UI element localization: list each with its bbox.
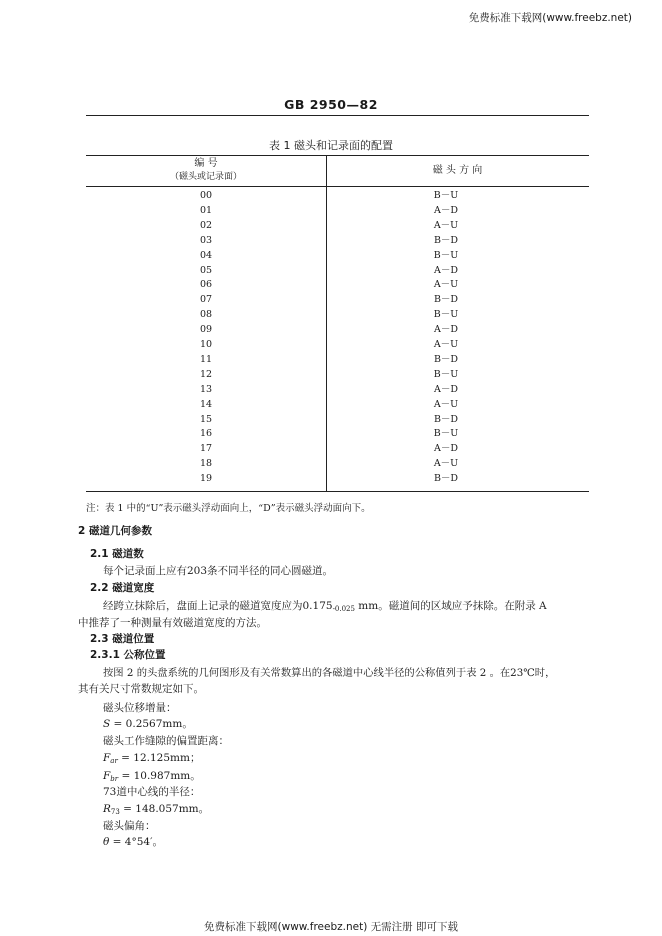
table-cell-id: 00 [199,190,213,201]
table-cell-id: 11 [199,353,213,365]
table-cell-direction: B－U [433,428,459,440]
displacement-label: 磁头位移增量： [103,702,177,714]
section-2-3-heading: 2.3 磁道位置 [90,633,155,645]
table-cell-direction: A－D [434,204,458,216]
header-banner: 免费标准下载网(www.freebz.net) [468,12,632,24]
table-cell-id: 16 [199,428,213,440]
table-cell-id: 10 [199,339,213,350]
table-title: 表 1 磁头和记录面的配置 [269,139,393,152]
table-cell-direction: B－D [433,413,459,425]
table-cell-id: 09 [199,324,213,336]
section-2-2-text: 经跨立抹除后，盘面上记录的磁道宽度应为$0.175_{-0.025}$ mm。磁道间的区域应予抹除。在附录 A [103,600,547,613]
table-header-rule [86,186,589,187]
table-cell-direction: A－U [433,279,459,291]
col1-subheader: （磁头或记录面） [169,172,242,182]
fbr-formula: $F_{br} = 10.987mm$。 [103,770,201,783]
table-cell-id: 02 [199,219,213,231]
table-cell-id: 01 [199,204,213,216]
r73-label: 73道中心线的半径： [103,786,201,798]
table-cell-id: 19 [199,473,213,485]
section-2-1-heading: 2.1 磁道数 [90,548,144,560]
table-top-rule [86,155,589,156]
section-2-3-1-text: 按图 2 的头盘系统的几何图形及有关常数算出的各磁道中心线半径的公称值列于表 2 。在23℃时， [103,667,556,679]
table-cell-id: 17 [199,443,213,455]
table-cell-id: 15 [199,413,213,425]
table-cell-direction: A－D [434,264,458,276]
header-rule [86,115,589,116]
table-cell-id: 07 [199,294,213,306]
table-cell-direction: A－D [434,443,458,455]
table-cell-direction: B－D [433,294,459,306]
angle-label: 磁头偏角： [103,820,156,832]
table-cell-direction: A－U [433,219,459,231]
table-cell-direction: B－D [433,473,459,485]
r73-formula: $R_{73} = 148.057mm$。 [103,803,210,816]
table-cell-direction: B－D [433,234,459,246]
table-cell-direction: B－U [433,309,459,321]
track-width-tolerance: -0.025 [332,605,355,613]
table-cell-id: 03 [199,234,213,246]
table-cell-direction: A－D [434,324,458,336]
section-2-3-1-heading: 2.3.1 公称位置 [90,649,166,661]
far-formula: $F_{ar} = 12.125mm$； [103,752,201,765]
footer-banner: 免费标准下载网(www.freebz.net) 无需注册 即可下载 [204,921,458,933]
col2-header: 磁 头 方 向 [432,165,483,176]
gap-offset-label: 磁头工作缝隙的偏置距离： [103,735,229,747]
section-2-2-heading: 2.2 磁道宽度 [90,582,155,594]
table-cell-direction: A－D [434,383,458,395]
table-cell-direction: A－U [433,458,459,470]
section-2-3-1-text-cont: 其有关尺寸常数规定如下。 [78,683,204,695]
track-width-value: 0.175 [302,600,333,612]
table-cell-id: 14 [199,398,213,410]
col1-header: 编 号 [194,158,218,169]
table-note: 注：表 1 中的“U”表示磁头浮动面向上，“D”表示磁头浮动面向下。 [86,503,371,514]
table-cell-direction: A－U [433,339,459,350]
table-cell-id: 13 [199,383,213,395]
table-cell-direction: B－U [433,368,459,380]
table-cell-id: 06 [199,279,213,291]
table-cell-direction: A－U [433,398,459,410]
table-cell-id: 05 [199,264,213,276]
table-cell-id: 18 [199,458,213,470]
table-bottom-rule [86,491,589,492]
table-cell-id: 04 [199,249,213,261]
table-cell-direction: B－U [433,190,459,201]
section-2-heading: 2 磁道几何参数 [78,525,152,537]
table-cell-direction: B－D [433,353,459,365]
displacement-formula: S = 0.2567mm。 [103,718,193,730]
standard-code: GB 2950—82 [284,97,378,112]
section-2-2-text-cont: 中推荐了一种测量有效磁道宽度的方法。 [78,617,267,629]
angle-formula: θ = 4°54′。 [103,836,163,848]
section-2-1-text: 每个记录面上应有203条不同半径的同心圆磁道。 [103,565,334,577]
table-cell-id: 12 [199,368,213,380]
table-cell-id: 08 [199,309,213,321]
table-cell-direction: B－U [433,249,459,261]
